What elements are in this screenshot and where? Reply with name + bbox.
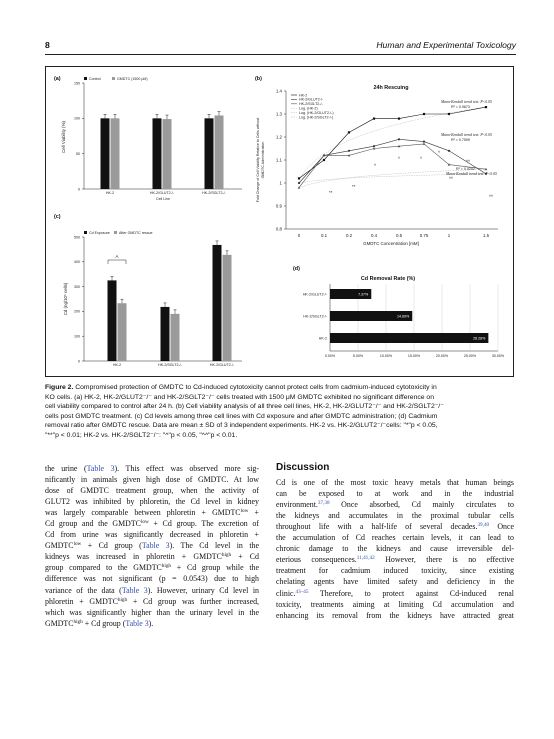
- sig-mark-2: **: [352, 184, 356, 189]
- data-point: [373, 118, 375, 120]
- x-tick-label: 0.75: [419, 233, 429, 238]
- data-label: 14.69%: [397, 314, 410, 319]
- annotation-sglt2-trend: Mann-Kendall trend test: P<0.05: [446, 172, 497, 176]
- body-text-line: eterious consequences.$^{11,41,42}$ However, there is no effective: [276, 555, 514, 565]
- body-text-line: can be exposed to at work and in the industrial: [276, 489, 514, 499]
- y-tick-label: 100: [74, 116, 80, 121]
- body-text-line: nificantly in animals given high dose of GMDTC. At low: [45, 475, 259, 485]
- legend-label: HK-2/GLUT2-/-: [299, 97, 324, 102]
- panel-b-xlabel: GMDTC Concentration [mM]: [363, 241, 419, 246]
- data-point: [323, 159, 325, 161]
- page-number: 8: [45, 40, 50, 50]
- x-tick-label: 15.00%: [407, 354, 421, 358]
- legend-trend-label: Log. (HK-2): [299, 106, 318, 111]
- body-text-line: kidneys was increased in phloretin + $GMDTC^{high} + Cd$: [45, 552, 259, 562]
- x-tick-label: 0.00%: [324, 354, 336, 358]
- bar-gmdtc: [215, 116, 224, 189]
- body-text-line: $GMDTC^{high} + Cd$ group (Table 3).: [45, 618, 154, 628]
- x-tick-label: HK-2/GLUT2-/-: [209, 363, 235, 367]
- sig-mark-4: ^: [398, 156, 401, 161]
- data-point: [448, 113, 450, 115]
- bar-gmdtc-rescue: [223, 255, 232, 361]
- panel-b-title: 24h Rescuing: [373, 85, 409, 91]
- y-tick-label: 50: [76, 151, 80, 156]
- bar-control: [205, 118, 214, 189]
- annotation-glut2-trend: Mann-Kendall trend test: P<0.05: [441, 133, 492, 137]
- bar-control: [101, 118, 110, 189]
- body-text-line: Cd is one of the most toxic heavy metals that human beings: [276, 478, 514, 488]
- caption-line-1: Compromised protection of GMDTC to Cd-induced cytotoxicity cannot protect cells from cadmium-induced cytotoxicity in: [75, 384, 437, 391]
- caption-line-3: cell viability compared to control after 24 h. (b) Cell viability analysis of all three cell lines, HK-2, HK-2/GLUT2⁻/⁻ and HK-2/SGLT2⁻/⁻: [45, 403, 444, 411]
- annotation-hk2-r2: R² = 0.9673: [451, 105, 470, 109]
- body-text-line: the urine (Table 3). This effect was observed more sig-: [45, 464, 259, 473]
- body-text-line: dose of GMDTC treatment group, when the activity of: [45, 486, 259, 496]
- bar-gmdtc: [163, 119, 172, 189]
- significance-mark: A: [115, 254, 119, 259]
- body-text-line: chelating agents have limited safety and deficiency in the: [276, 577, 514, 587]
- data-point: [298, 177, 300, 179]
- bar-cd-exposure: [161, 307, 170, 361]
- y-tick-label: 100: [74, 334, 80, 339]
- y-tick-label: HK-2/SGLT2-/-: [303, 314, 327, 319]
- annotation-sglt2-r2: R² = 0.0242: [456, 167, 475, 171]
- sig-mark-5: ^: [420, 156, 423, 161]
- body-text-line: GLUT2 was inhibited by phloretin, the Cd level in kidney: [45, 497, 259, 507]
- running-header: [45, 40, 516, 52]
- legend-label-control: Control: [89, 77, 101, 81]
- annotation-glut2-r2: R² = 0.7599: [451, 138, 470, 142]
- y-tick-label: 150: [74, 81, 80, 86]
- x-tick-label: 25.00%: [463, 354, 477, 358]
- x-tick-label: HK-2/SGLT2-/-: [202, 191, 226, 195]
- x-tick-label: 5.00%: [352, 354, 364, 358]
- body-text-line: Cd from urine was significantly decreased in phloretin +: [45, 530, 259, 540]
- caption-line-4: cells post GMDTC treatment. (c) Cd levels among three cell lines with Cd exposure and after GMDTC administration; (d) Cadmium: [45, 412, 438, 420]
- y-tick-label: 400: [74, 260, 80, 265]
- panel-d-title: Cd Removal Rate (%): [360, 276, 416, 282]
- panel-b-ylabel-line1: Fold Change of Cell Viability Relative to Cells without: [256, 117, 260, 203]
- header-rule: [45, 54, 516, 55]
- sig-mark-8: ^^: [449, 176, 454, 181]
- x-tick-label: HK-2/GLUT2-/-: [149, 191, 175, 195]
- legend-label-gmdtc-rescue: After GMDTC rescue: [119, 231, 153, 235]
- bar-cd-exposure: [213, 245, 222, 361]
- bar-gmdtc-rescue: [171, 314, 180, 361]
- body-text-line: clinic.$^{43-45}$ Therefore, to protect against Cd-induced renal: [276, 588, 514, 598]
- x-tick-label: 1: [447, 233, 451, 238]
- body-text-line: Cd group and the $GMDTC^{low} + Cd$ group. The excretion of: [45, 519, 259, 529]
- body-text-line: toxicity, treatments aiming at limiting Cd accumulation and: [276, 599, 514, 609]
- legend-swatch-control: [84, 77, 87, 80]
- x-tick-label: 0.4: [370, 233, 378, 238]
- data-label: 7.37%: [358, 292, 369, 297]
- body-text-line: treatment for cadmium induced toxicity, since existing: [276, 566, 514, 576]
- caption-line-5: removal ratio after GMDTC rescue. Data are mean ± SD of 3 independent experiments. HK-2 vs. HK-2/GLUT2⁻/⁻cells: "*"p < 0.05,: [45, 422, 438, 430]
- figure-2-graphics: [46, 67, 515, 378]
- data-point: [373, 145, 375, 147]
- data-point: [423, 113, 425, 115]
- sig-mark-3: ^: [374, 163, 377, 168]
- legend-trend-label: Log. (HK-2/SGLT2-/-): [299, 115, 334, 120]
- y-tick-label: 0.9: [275, 203, 282, 209]
- legend-label: HK-2/SGLT2-/-: [299, 102, 323, 107]
- y-tick-label: 500: [74, 235, 80, 240]
- y-tick-label: 1.3: [275, 111, 282, 117]
- panel-a-ylabel: Cell Viability (%): [61, 121, 66, 153]
- bar-cd-exposure: [108, 280, 117, 361]
- x-tick-label: 20.00%: [435, 354, 449, 358]
- x-tick-label: HK-2/SGLT2-/-: [158, 363, 182, 367]
- y-tick-label: 0.8: [275, 226, 282, 232]
- y-tick-label: 0: [78, 187, 80, 192]
- x-tick-label: HK-2: [105, 191, 115, 195]
- panel-b-label: (b): [255, 76, 262, 82]
- sig-mark-7: ^^: [466, 159, 471, 164]
- body-text-line: enhancing its removal from the kidneys have attracted great: [276, 610, 514, 620]
- data-point: [348, 131, 350, 133]
- legend-label-cd-exposure: Cd Exposure: [89, 231, 110, 235]
- legend-swatch-gmdtc-rescue: [114, 231, 117, 234]
- x-tick-label: HK-2: [112, 363, 122, 367]
- x-tick-label: 1.5: [482, 233, 490, 238]
- x-tick-label: 0.2: [345, 233, 353, 238]
- data-point: [298, 182, 300, 184]
- body-text-line: chronic damage to the kidneys and cause irreversible del-: [276, 544, 514, 554]
- y-tick-label: HK-2/GLUT2-/-: [302, 292, 327, 297]
- significance-bracket: [108, 260, 126, 264]
- legend-label: HK-2: [299, 93, 308, 98]
- y-tick-label: 1.2: [275, 134, 282, 140]
- panel-d: [293, 266, 505, 358]
- x-tick-label: 10.00%: [379, 354, 393, 358]
- y-tick-label: 1: [279, 180, 282, 186]
- caption-label: Figure 2.: [45, 384, 74, 391]
- y-tick-label: 200: [74, 309, 80, 314]
- body-text-line: throughout life with a half-life of several decades.$^{39,40}$ Once: [276, 522, 514, 532]
- data-point: [448, 150, 450, 152]
- panel-c-label: (c): [54, 214, 61, 220]
- sig-mark-1: **: [329, 190, 333, 195]
- panel-b-ylabel-line2: GMDTC Administration: [261, 141, 265, 179]
- figure-2: [45, 66, 514, 377]
- body-left-column: [45, 463, 259, 629]
- body-text-line: which was significantly higher than the urinary level in the: [45, 607, 259, 617]
- bar-gmdtc: [111, 118, 120, 189]
- x-tick-label: 0.1: [320, 233, 328, 238]
- body-text-line: was largely comparable between phloretin + $GMDTC^{low}$ +: [45, 508, 259, 518]
- y-tick-label: 1.1: [275, 157, 282, 163]
- body-text-line: the accumulation of Cd reaches certain levels, it can lead to: [276, 533, 514, 543]
- x-tick-label: 0.5: [395, 233, 403, 238]
- y-tick-label: 300: [74, 284, 80, 289]
- data-label: 28.28%: [473, 336, 486, 341]
- panel-a: [54, 76, 242, 201]
- legend-swatch-cd-exposure: [84, 231, 87, 234]
- body-text-line: the kidneys and accumulates in the proximal tubular cells: [276, 511, 514, 521]
- panel-c-ylabel: Cd (ng/10⁶ cells): [63, 282, 68, 316]
- panel-a-label: (a): [54, 76, 61, 82]
- body-text-line: group compared to the $GMDTC^{high} + Cd$ group while the: [45, 563, 259, 573]
- legend-swatch-gmdtc: [112, 77, 115, 80]
- y-tick-label: HK-2: [318, 336, 327, 341]
- body-text-line: difference was not significant (p = 0.0543) due to high: [45, 574, 259, 584]
- y-tick-label: 0: [78, 359, 80, 364]
- body-text-line: phloretin + $GMDTC^{high} + Cd$ group was further increased,: [45, 596, 259, 606]
- bar-removal-rate: [330, 333, 488, 343]
- data-point: [348, 150, 350, 152]
- caption-line-6: "**"p < 0.01; HK-2 vs. HK-2/SGLT2⁻/⁻: "^"p < 0.05, "^^"p < 0.01.: [45, 431, 238, 439]
- data-point: [485, 106, 487, 108]
- panel-c: [54, 214, 242, 367]
- legend-label-gmdtc: GMDTC (1500 μM): [117, 77, 148, 81]
- body-right-column: [276, 463, 514, 621]
- legend-trend-label: Log. (HK-2/GLUT2-/-): [299, 110, 334, 115]
- data-point: [423, 141, 425, 143]
- body-text-line: $GMDTC^{low} + Cd$ group (Table 3). The Cd level in the: [45, 541, 259, 551]
- bar-gmdtc-rescue: [118, 303, 127, 361]
- figure-caption: [45, 383, 515, 441]
- journal-title: Human and Experimental Toxicology: [376, 40, 516, 50]
- body-text-line: variance of the data (Table 3). However, urinary Cd level in: [45, 585, 259, 595]
- bar-control: [153, 118, 162, 189]
- body-text-line: environment.$^{37,38}$ Once absorbed, Cd mainly circulates to: [276, 500, 514, 510]
- data-point: [398, 138, 400, 140]
- y-tick-label: 1.4: [275, 88, 282, 94]
- sig-mark-9: ^^: [489, 194, 494, 199]
- sig-mark-6: ^: [438, 150, 441, 155]
- x-tick-label: 0: [297, 233, 301, 238]
- discussion-heading: Discussion: [276, 462, 330, 473]
- panel-d-label: (d): [293, 266, 300, 272]
- caption-line-2: KO cells. (a) HK-2, HK-2/GLUT2⁻/⁻ and HK-2/SGLT2⁻/⁻ cells treated with 1500 μM GMDTC exhibited no significant difference on: [45, 393, 434, 401]
- panel-b: [255, 76, 498, 246]
- panel-a-xlabel: Cell Line: [156, 197, 170, 201]
- data-point: [398, 118, 400, 120]
- annotation-hk2-trend: Mann-Kendall trend test: P<0.05: [441, 100, 492, 104]
- x-tick-label: 30.00%: [491, 354, 505, 358]
